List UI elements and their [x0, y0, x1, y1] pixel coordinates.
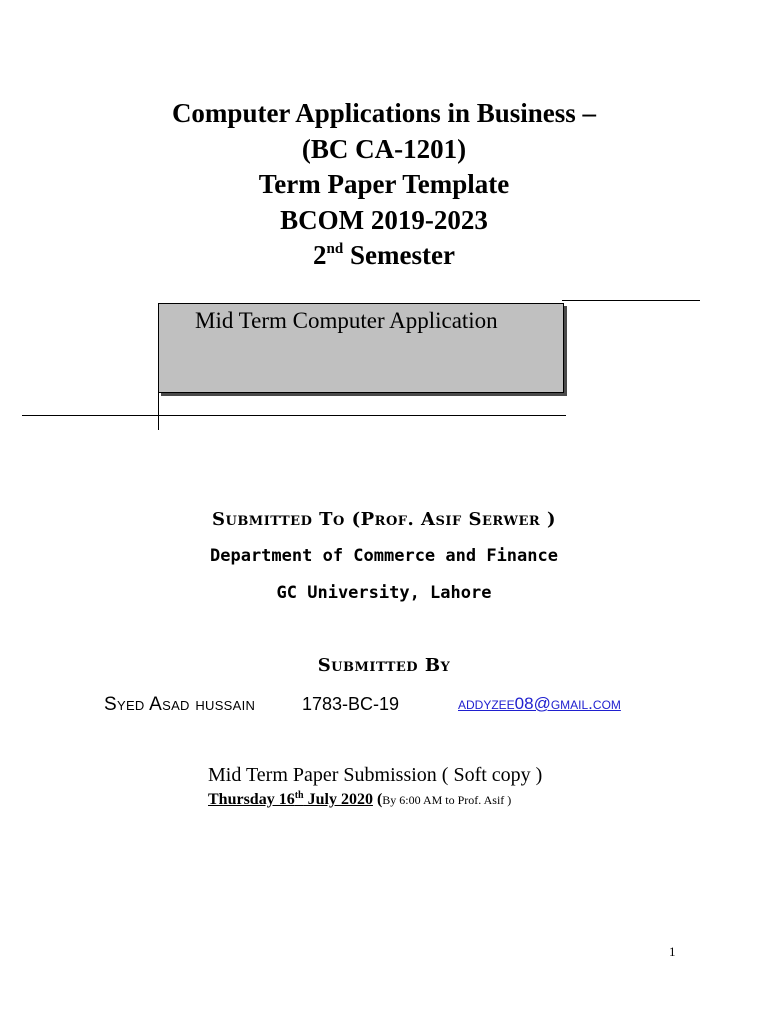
submission-title: Mid Term Paper Submission ( Soft copy ) [208, 764, 543, 786]
submitter-roll-number: 1783-BC-19 [302, 694, 400, 714]
mid-term-box-label: Mid Term Computer Application [195, 308, 498, 333]
program-years: BCOM 2019-2023 [280, 204, 488, 235]
top-right-rule [562, 300, 700, 301]
submitted-by-label: Submitted By [317, 655, 451, 676]
deadline-date-prefix: Thursday 16 [208, 791, 295, 808]
submitter-email-link[interactable]: addyzee08@gmail.com [458, 694, 621, 713]
course-code: (BC CA-1201) [301, 133, 467, 164]
deadline-open-paren: ( [372, 791, 383, 808]
deadline-line [208, 791, 511, 809]
page-number: 1 [669, 944, 676, 959]
submitter-row [0, 690, 768, 720]
submitter-name: Syed Asad hussain [104, 694, 256, 715]
semester [0, 238, 768, 274]
bottom-left-rule [22, 415, 566, 416]
department-name: Department of Commerce and Finance [210, 546, 558, 566]
course-title: Computer Applications in Business – [171, 98, 597, 128]
semester-number: 2 [313, 240, 327, 270]
submitted-to-label: Submitted To (Prof. Asif Serwer ) [211, 509, 556, 530]
mid-term-box [158, 303, 564, 393]
semester-suffix: nd [326, 241, 344, 257]
semester-word: Semester [349, 240, 455, 270]
deadline-note: By 6:00 AM to Prof. Asif ) [382, 793, 512, 807]
deadline-date-suffix: th [294, 790, 304, 801]
title-block [0, 96, 768, 274]
left-vertical-rule [158, 390, 159, 430]
university-name: GC University, Lahore [276, 583, 492, 603]
deadline-date [208, 791, 373, 808]
template-title: Term Paper Template [258, 169, 510, 199]
deadline-date-rest: July 2020 [303, 791, 373, 808]
